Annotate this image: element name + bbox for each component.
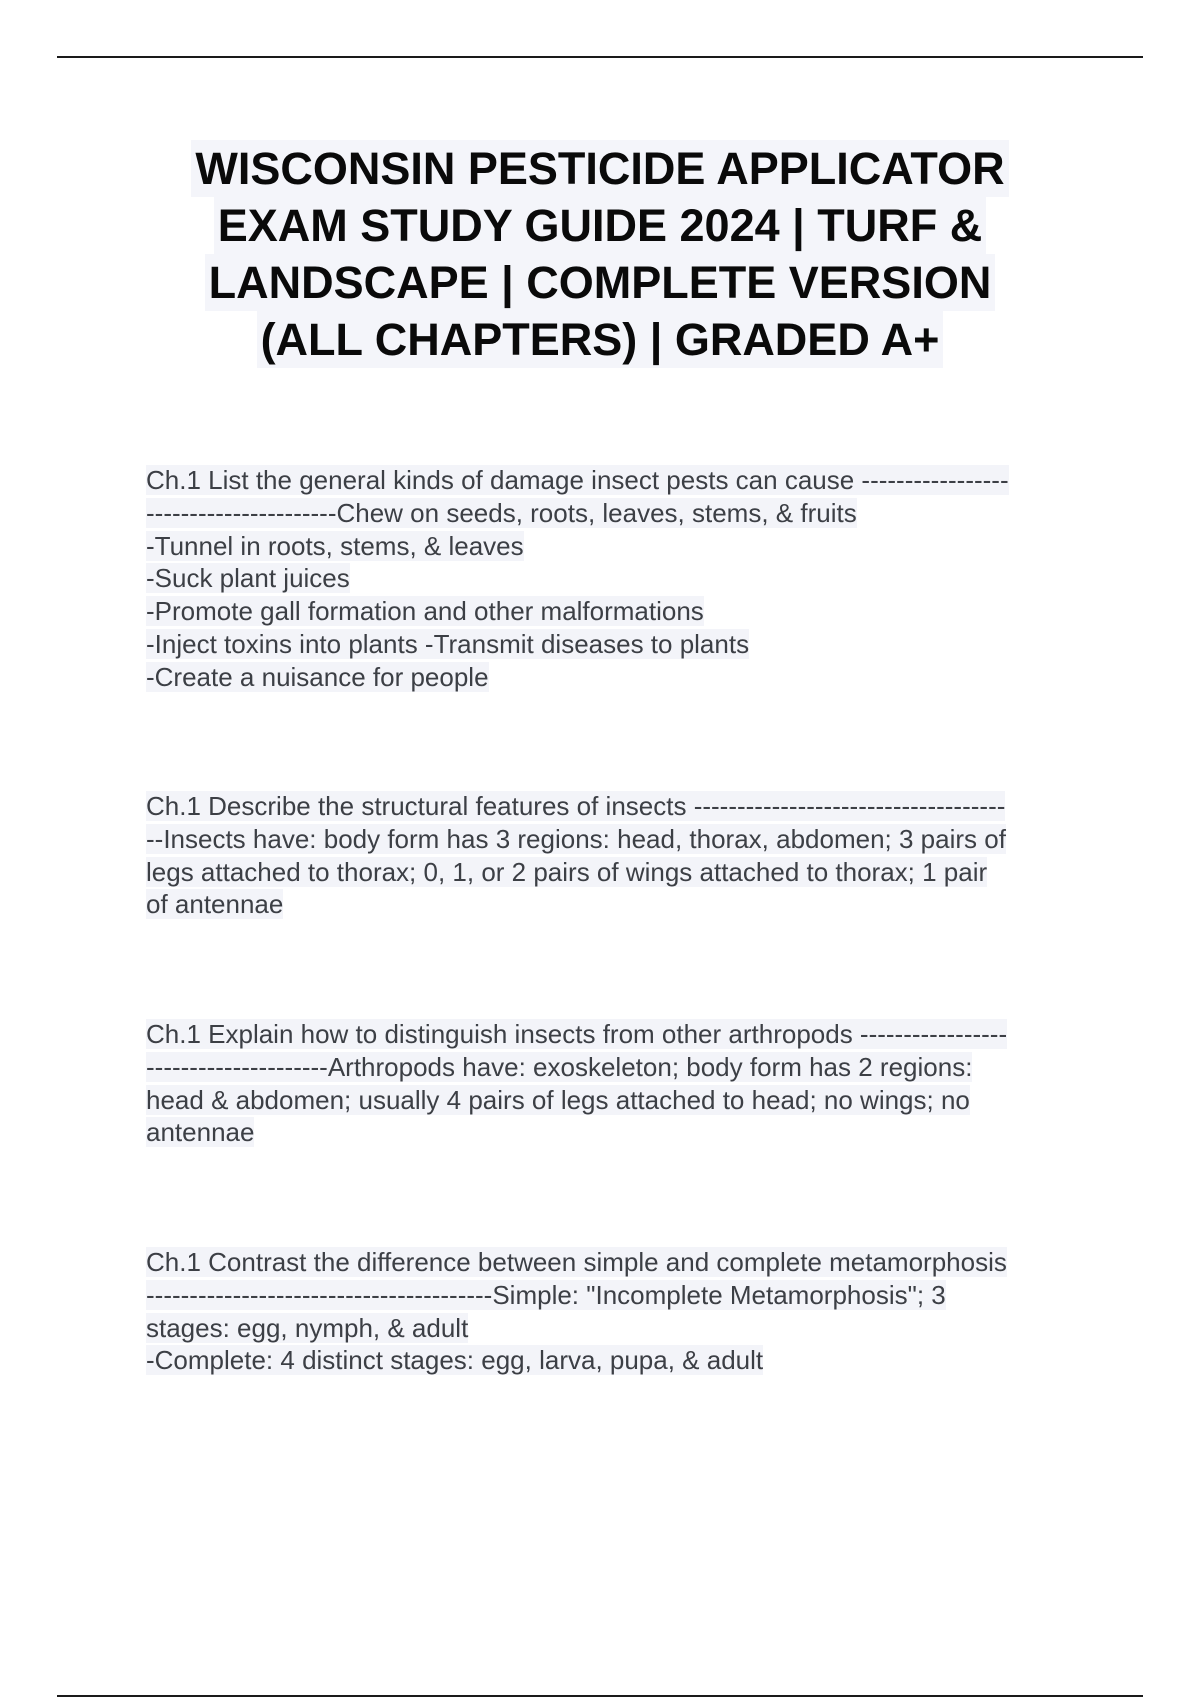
qa-answer-line: legs attached to thorax; 0, 1, or 2 pairs of wings attached to thorax; 1 pair — [146, 856, 988, 887]
qa-answer-line: head & abdomen; usually 4 pairs of legs attached to head; no wings; no — [146, 1084, 970, 1115]
qa-question-line: Ch.1 List the general kinds of damage insect pests can cause ----------------- — [146, 465, 1009, 495]
qa-answer-line: ----------------------------------------Simple: "Incomplete Metamorphosis"; 3 — [146, 1279, 946, 1310]
qa-entry-distinguish-insects — [146, 1018, 1086, 1149]
bottom-rule — [57, 1695, 1143, 1697]
qa-answer-line: -Tunnel in roots, stems, & leaves — [146, 530, 524, 561]
qa-answer-line: antennae — [146, 1117, 255, 1148]
title-line: WISCONSIN PESTICIDE APPLICATOR — [191, 140, 1008, 197]
title-line: LANDSCAPE | COMPLETE VERSION — [205, 254, 996, 311]
qa-answer-line: ----------------------Chew on seeds, roots, leaves, stems, & fruits — [146, 497, 857, 528]
qa-entry-structural-features — [146, 790, 1086, 921]
qa-question-line: Ch.1 Contrast the difference between simple and complete metamorphosis — [146, 1247, 1007, 1277]
qa-answer-line: -Inject toxins into plants -Transmit diseases to plants — [146, 628, 750, 659]
qa-answer-line: ---------------------Arthropods have: exoskeleton; body form has 2 regions: — [146, 1051, 973, 1082]
qa-answer-line: --Insects have: body form has 3 regions: head, thorax, abdomen; 3 pairs of — [146, 823, 1006, 854]
qa-answer-line: -Create a nuisance for people — [146, 661, 489, 692]
qa-answer-line: stages: egg, nymph, & adult — [146, 1312, 469, 1343]
document-title — [100, 140, 1100, 368]
qa-question-line: Ch.1 Describe the structural features of insects ------------------------------------ — [146, 791, 1006, 821]
qa-answer-line: -Complete: 4 distinct stages: egg, larva, pupa, & adult — [146, 1345, 764, 1376]
qa-question-line: Ch.1 Explain how to distinguish insects from other arthropods ----------------- — [146, 1019, 1008, 1049]
qa-answer-line: -Promote gall formation and other malformations — [146, 596, 704, 627]
qa-answer-line: -Suck plant juices — [146, 563, 350, 594]
qa-answer-line: of antennae — [146, 889, 284, 920]
qa-entry-damage-kinds — [146, 464, 1086, 694]
title-line: (ALL CHAPTERS) | GRADED A+ — [257, 311, 944, 368]
top-rule — [57, 56, 1143, 58]
qa-entry-metamorphosis — [146, 1246, 1086, 1377]
title-line: EXAM STUDY GUIDE 2024 | TURF & — [214, 197, 986, 254]
